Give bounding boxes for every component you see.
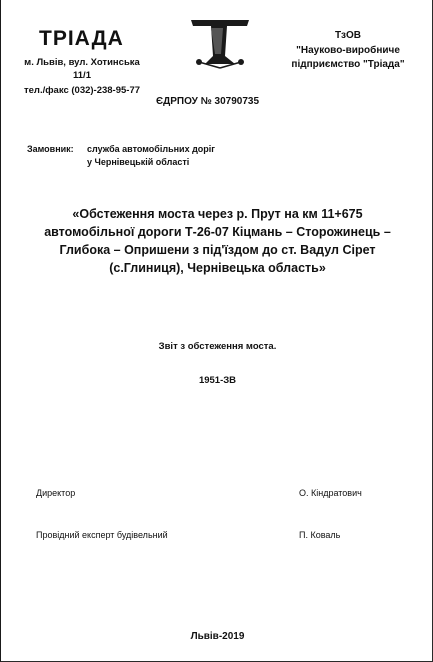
edrpou-code: ЄДРПОУ № 30790735 [156,96,260,107]
company-logo-icon [187,16,253,72]
company-name: ТРІАДА [39,27,124,50]
place-and-year: Львів-2019 [190,631,245,642]
title-line3: Глибока – Опришени з під'їздом до ст. Вадул Сірет [59,243,376,257]
signature-role: Провідний експерт будівельний [36,530,168,540]
title-line2: автомобільної дороги Т-26-07 Кіцмань – Сторожинець – [44,225,391,239]
signature-name: П. Коваль [299,530,341,540]
org-type: ТзОВ [334,30,362,41]
company-address-line1: м. Львів, вул. Хотинська [24,57,140,68]
customer-label: Замовник: [27,144,74,154]
title-line4: (с.Глиниця), Чернівецька область» [109,261,326,275]
report-code: 1951-ЗВ [198,375,237,386]
company-phone: тел./факс (032)-238-95-77 [23,85,141,96]
org-name-line2: підприємство "Тріада" [291,59,405,70]
customer-name-line2: у Чернівецькій області [87,157,190,167]
customer-name-line1: служба автомобільних доріг [87,144,216,154]
signature-role: Директор [36,488,76,498]
org-name-line1: "Науково-виробниче [296,45,400,56]
document-title [21,205,414,277]
title-line1: «Обстеження моста через р. Прут на км 11+675 [72,207,363,221]
company-address-line2: 11/1 [73,70,91,81]
signature-name: О. Кіндратович [299,488,362,498]
report-label: Звіт з обстеження моста. [158,341,277,352]
